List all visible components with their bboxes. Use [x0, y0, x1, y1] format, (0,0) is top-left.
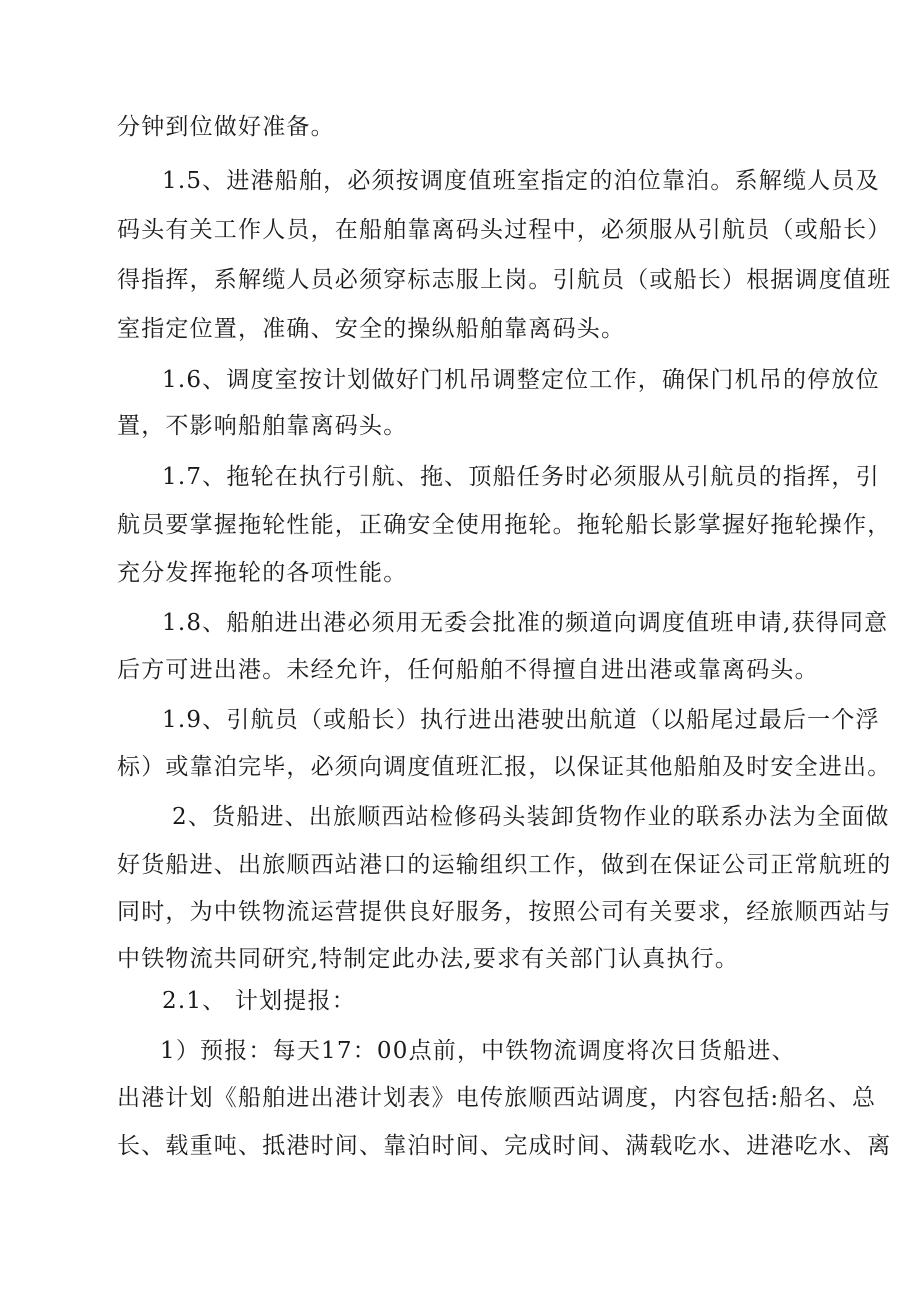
paragraph-line-1: 分钟到位做好准备。: [117, 114, 335, 140]
section-heading-2-1: 2.1、 计划提报：: [162, 988, 356, 1014]
paragraph-line-11: 1.8、船舶进出港必须用无委会批准的频道向调度值班申请,获得同意: [162, 610, 889, 636]
paragraph-line-22: 长、载重吨、抵港时间、靠泊时间、完成时间、满载吃水、进港吃水、离: [117, 1133, 892, 1159]
paragraph-line-7: 置，不影响船舶靠离码头。: [117, 413, 408, 439]
paragraph-line-3: 码头有关工作人员，在船舶靠离码头过程中，必须服从引航员（或船长）: [117, 217, 892, 243]
paragraph-line-4: 得指挥，系解缆人员必须穿标志服上岗。引航员（或船长）根据调度值班: [117, 267, 892, 293]
paragraph-line-8: 1.7、拖轮在执行引航、拖、顶船任务时必须服从引航员的指挥，引: [162, 464, 880, 490]
paragraph-line-10: 充分发挥拖轮的各项性能。: [117, 560, 408, 586]
paragraph-line-2: 1.5、进港船舶，必须按调度值班室指定的泊位靠泊。系解缆人员及: [162, 168, 880, 194]
paragraph-line-16: 好货船进、出旅顺西站港口的运输组织工作，做到在保证公司正常航班的: [117, 852, 892, 878]
paragraph-line-14: 标）或靠泊完毕，必须向调度值班汇报，以保证其他船舶及时安全进出。: [117, 754, 892, 780]
paragraph-line-15: 2、货船进、出旅顺西站检修码头装卸货物作业的联系办法为全面做: [172, 804, 890, 830]
paragraph-line-12: 后方可进出港。未经允许，任何船舶不得擅自进出港或靠离码头。: [117, 657, 819, 683]
paragraph-line-9: 航员要掌握拖轮性能，正确安全使用拖轮。拖轮船长影掌握好拖轮操作，: [117, 512, 892, 538]
paragraph-line-20: 1）预报：每天17：00点前，中铁物流调度将次日货船进、: [160, 1038, 796, 1064]
paragraph-line-21: 出港计划《船舶进出港计划表》电传旅顺西站调度，内容包括:船名、总: [117, 1085, 877, 1111]
paragraph-line-17: 同时，为中铁物流运营提供良好服务，按照公司有关要求，经旅顺西站与: [117, 899, 892, 925]
paragraph-line-18: 中铁物流共同研究,特制定此办法,要求有关部门认真执行。: [117, 946, 740, 972]
paragraph-line-5: 室指定位置，准确、安全的操纵船舶靠离码头。: [117, 316, 626, 342]
paragraph-line-6: 1.6、调度室按计划做好门机吊调整定位工作，确保门机吊的停放位: [162, 367, 880, 393]
paragraph-line-13: 1.9、引航员（或船长）执行进出港驶出航道（以船尾过最后一个浮: [162, 707, 880, 733]
